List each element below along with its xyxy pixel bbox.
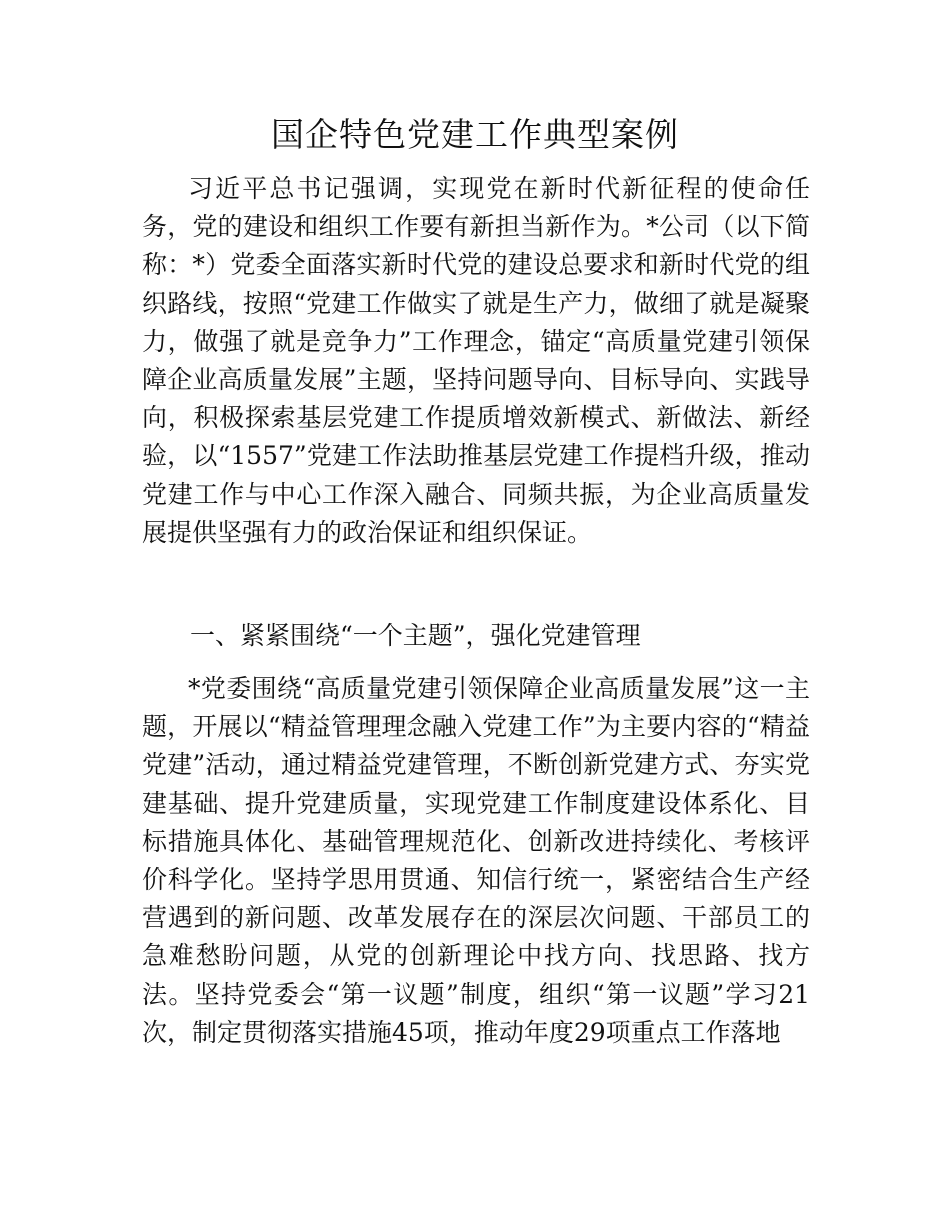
document-title: 国企特色党建工作典型案例 <box>271 115 679 154</box>
section-heading: 一、紧紧围绕“一个主题”，强化党建管理 <box>190 621 641 650</box>
intro-paragraph: 习近平总书记强调，实现党在新时代新征程的使命任务，党的建设和组织工作要有新担当新作为。*公司（以下简称：*）党委全面落实新时代党的建设总要求和新时代党的组织路线，按照“党建工作做实了就是生产力，做细了就是凝聚力，做强了就是竞争力”工作理念，锚定“高质量党建引领保障企业高质量发展”主题，坚持问题导向、目标导向、实践导向，积极探索基层党建工作提质增效新模式、新做法、新经验，以“1557”党建工作法助推基层党建工作提档升级，推动党建工作与中心工作深入融合、同频共振，为企业高质量发展提供坚强有力的政治保证和组织保证。 <box>142 174 810 547</box>
section-paragraph: *党委围绕“高质量党建引领保障企业高质量发展”这一主题，开展以“精益管理理念融入党建工作”为主要内容的“精益党建”活动，通过精益党建管理，不断创新党建方式、夯实党建基础、提升党建质量，实现党建工作制度建设体系化、目标措施具体化、基础管理规范化、创新改进持续化、考核评价科学化。坚持学思用贯通、知信行统一，紧密结合生产经营遇到的新问题、改革发展存在的深层次问题、干部员工的急难愁盼问题，从党的创新理论中找方向、找思路、找方法。坚持党委会“第一议题”制度，组织“第一议题”学习21次，制定贯彻落实措施45项，推动年度29项重点工作落地 <box>142 674 810 1047</box>
